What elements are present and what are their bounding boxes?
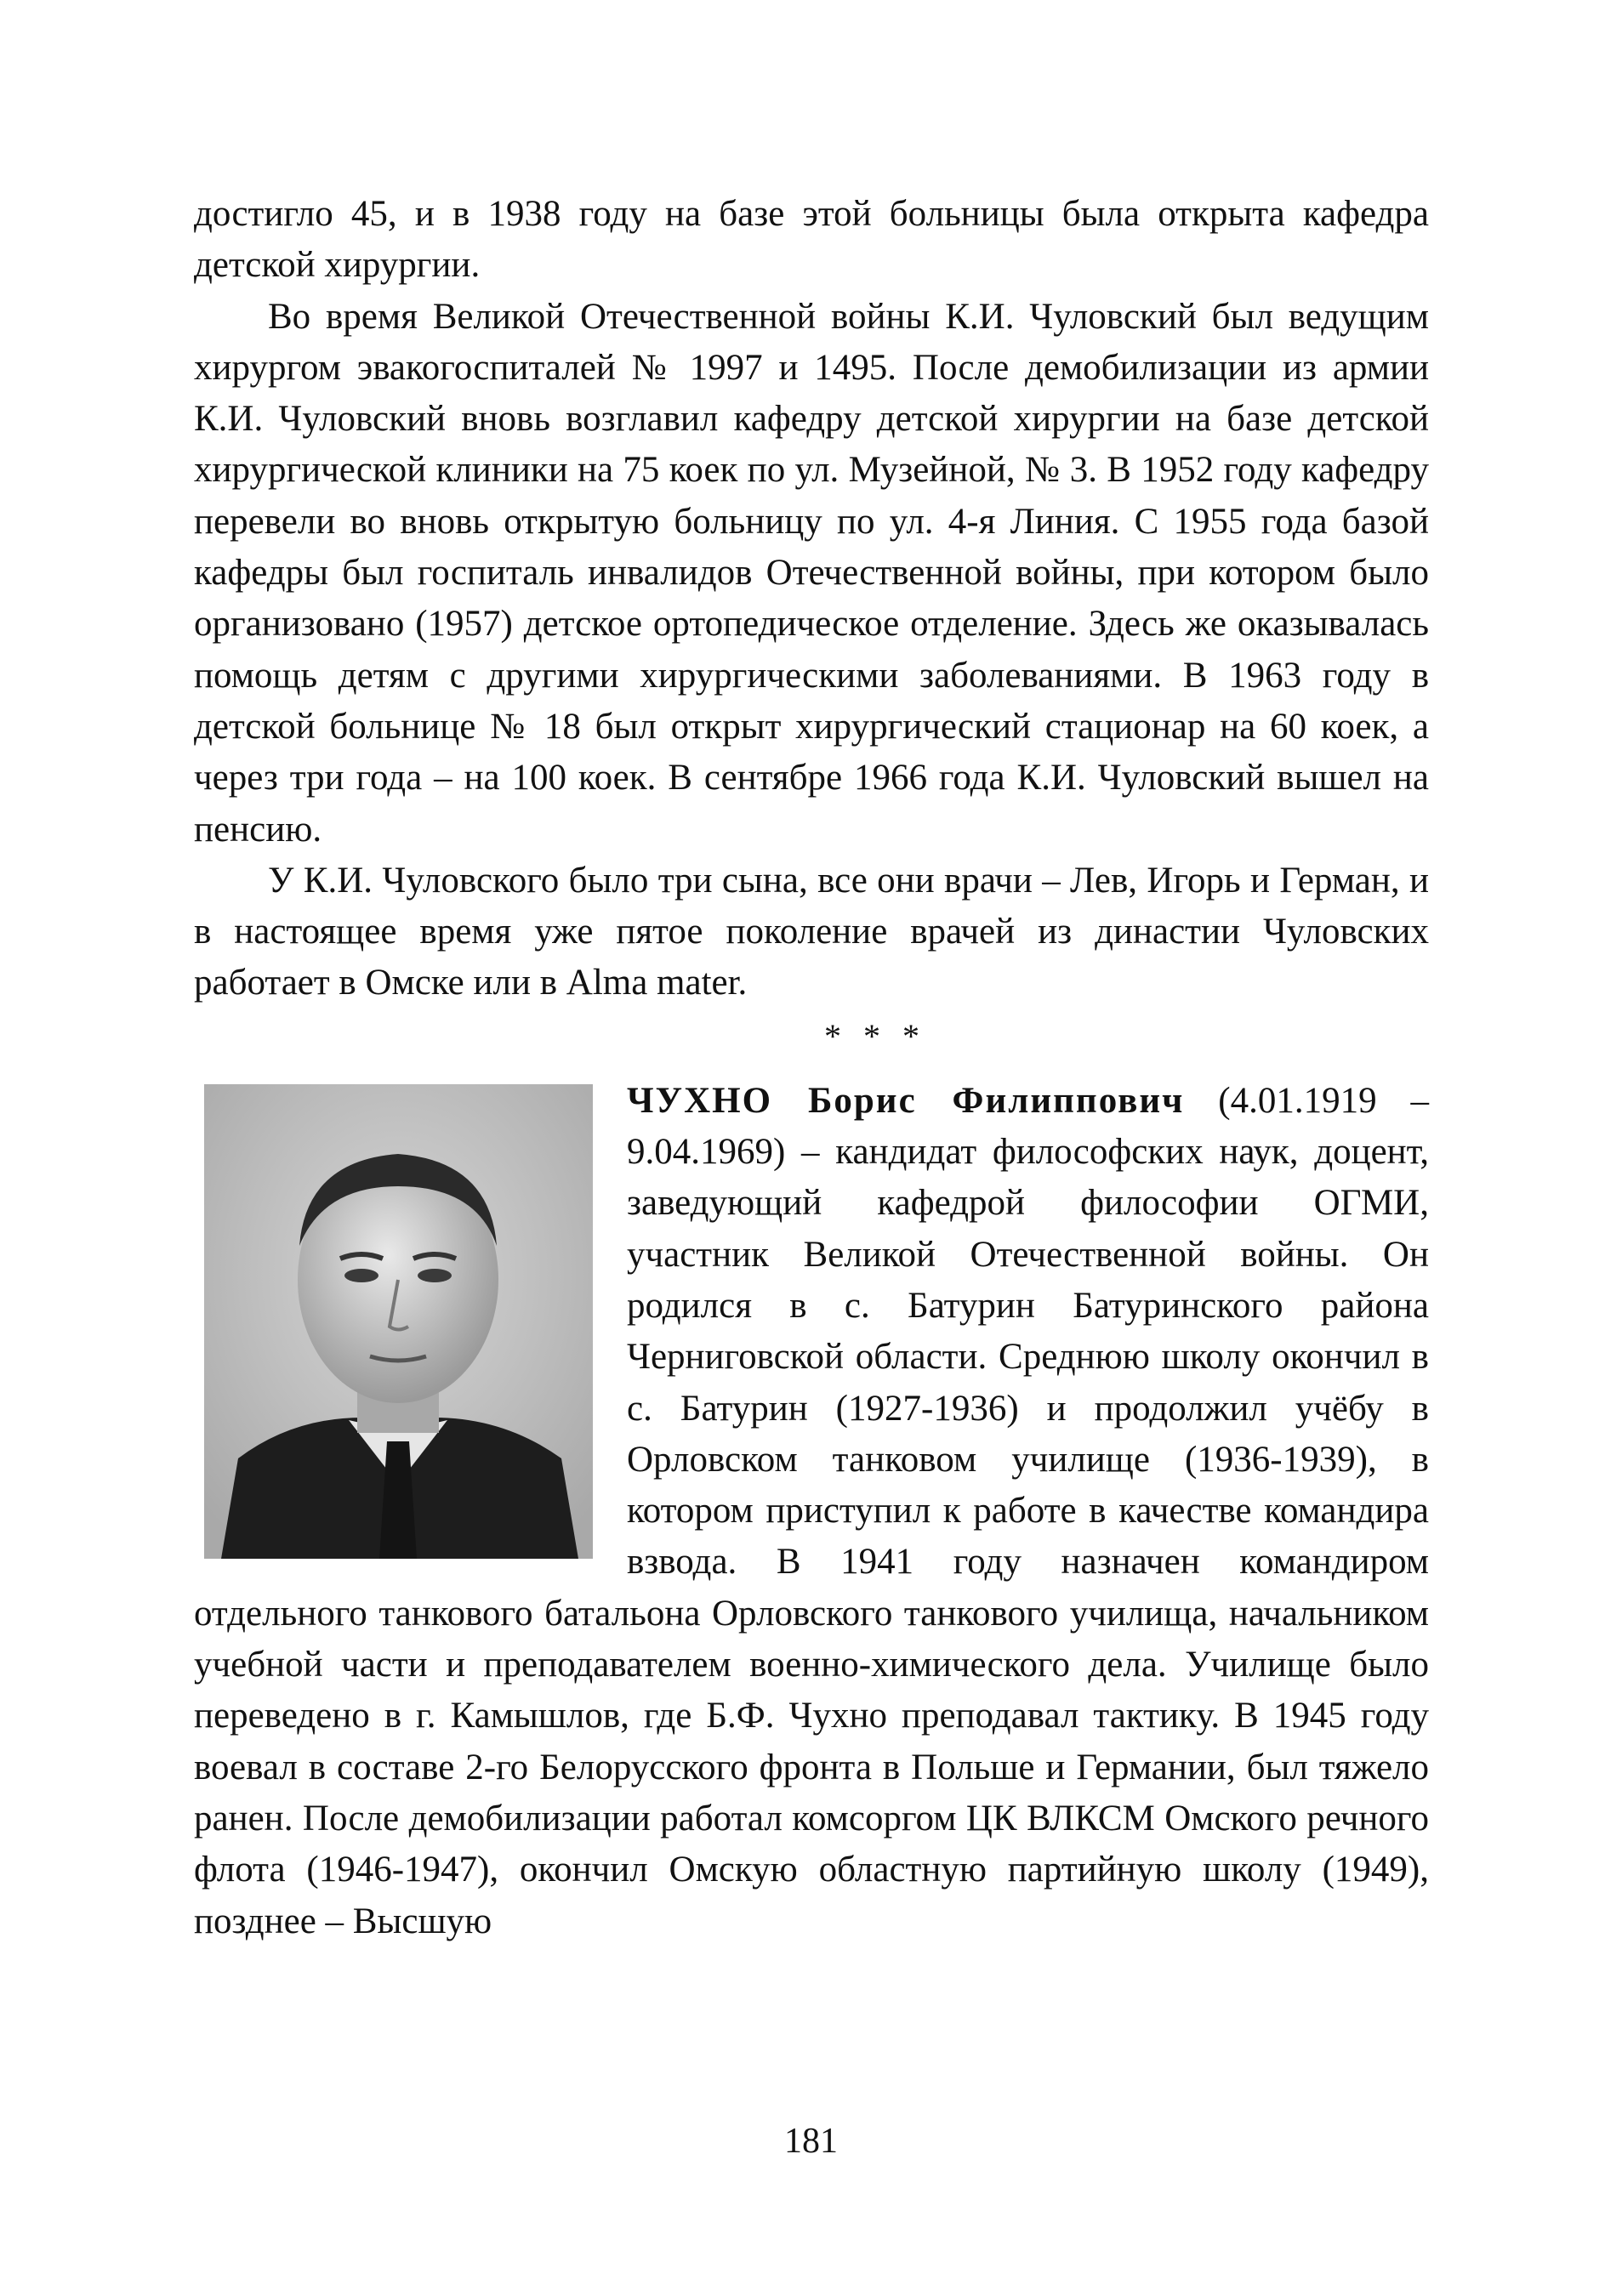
paragraph-1: достигло 45, и в 1938 году на базе этой больницы была открыта кафедра детской хирургии.	[194, 194, 1429, 286]
portrait-photo	[204, 1084, 593, 1559]
biography-entry	[194, 1076, 1429, 1947]
text-column	[194, 189, 1429, 1947]
person-name: ЧУХНО Борис Филиппович	[627, 1080, 1185, 1121]
portrait-illustration	[204, 1084, 593, 1559]
paragraph-2: Во время Великой Отечественной войны К.И. Чуловский был ведущим хирургом эвакогоспиталей № 1997 и 1495. После демобилизации из армии К.И. Чуловский вновь возглавил кафедру детской хирургии на базе детской хирургической клиники на 75 коек по ул. Музейной, № 3. В 1952 году кафедру перевели во вновь открытую больницу по ул. 4-я Линия. С 1955 года базой кафедры был госпиталь инвалидов Отечественной войны, при котором было организовано (1957) детское ортопедическое отделение. Здесь же оказывалась помощь детям с другими хирургическими заболеваниями. В 1963 году в детской больнице № 18 был открыт хирургический стационар на 60 коек, а через три года – на 100 коек. В сентябре 1966 года К.И. Чуловский вышел на пенсию.	[194, 296, 1429, 850]
paragraph-3: У К.И. Чуловского было три сына, все они врачи – Лев, Игорь и Герман, и в настоящее время уже пятое поколение врачей из династии Чуловских работает в Омске или в Alma mater.	[194, 860, 1429, 1003]
biography-text: (4.01.1919 – 9.04.1969) – кандидат философских наук, доцент, заведующий кафедрой философии ОГМИ, участник Великой Отечественной войны. Он родился в с. Батурин Батуринского района Черниговской области. Среднюю школу окончил в с. Батурин (1927-1936) и продолжил учёбу в Орловском танковом училище (1936-1939), в котором приступил к работе в качестве командира взвода. В 1941 году назначен командиром отдельного танкового батальона Орловского танкового училища, начальником учебной части и преподавателем военно-химического дела. Училище было переведено в г. Камышлов, где Б.Ф. Чухно преподавал тактику. В 1945 году воевал в составе 2-го Белорусского фронта в Польше и Германии, был тяжело ранен. После демобилизации работал комсоргом ЦК ВЛКСМ Омского речного флота (1946-1947), окончил Омскую областную партийную школу (1949), позднее – Высшую	[194, 1080, 1429, 1941]
section-separator: * * *	[824, 1016, 926, 1055]
page-number: 181	[784, 2122, 838, 2161]
